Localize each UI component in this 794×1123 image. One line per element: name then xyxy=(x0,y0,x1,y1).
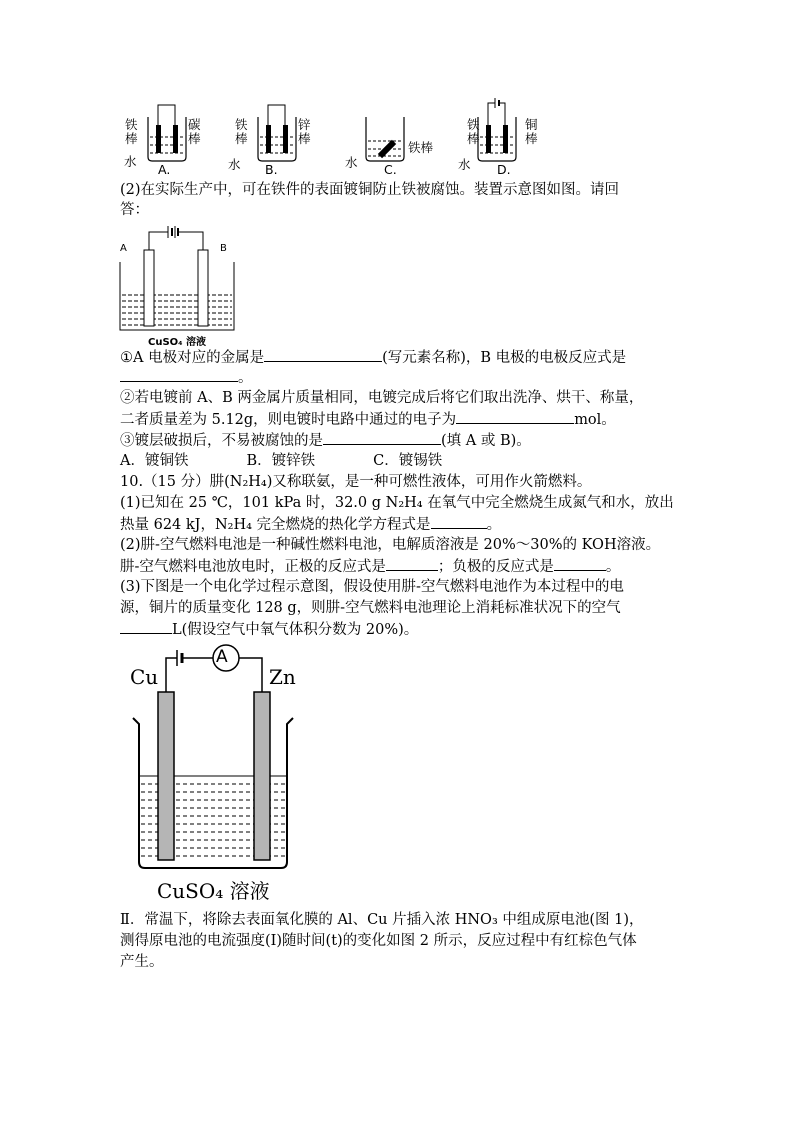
answer-blank[interactable] xyxy=(264,347,382,362)
option-d-right-label: 铜 棒 xyxy=(525,117,538,146)
option-b-right-label: 锌 棒 xyxy=(298,117,311,146)
answer-blank[interactable] xyxy=(120,367,238,382)
part2-line1: Ⅱ．常温下，将除去表面氧化膜的 Al、Cu 片插入浓 HNO₃ 中组成原电池(图 1)， xyxy=(120,912,644,928)
q2-sub2-text-b: mol。 xyxy=(574,412,616,428)
q10-p1-line1: (1)已知在 25 ℃，101 kPa 时，32.0 g N₂H₄ 在氧气中完全燃烧生成氮气和水，放出 xyxy=(120,495,674,511)
answer-blank[interactable] xyxy=(431,514,487,529)
option-d-letter: D. xyxy=(497,162,511,177)
q2-sub3-text-a: ③镀层破损后，不易被腐蚀的是 xyxy=(120,433,323,449)
q2-sub2-line1: ②若电镀前 A、B 两金属片质量相同，电镀完成后将它们取出洗净、烘干、称量， xyxy=(120,390,644,406)
option-d-diagram xyxy=(478,98,516,161)
answer-blank[interactable] xyxy=(554,556,606,571)
option-c-water-label: 水 xyxy=(345,155,358,170)
option-b[interactable]: B．镀锌铁 xyxy=(246,453,316,469)
q10-p2-line1: (2)肼-空气燃料电池是一种碱性燃料电池，电解质溶液是 20%～30%的 KOH溶液。 xyxy=(120,537,661,553)
q2-sub1-line2 xyxy=(120,367,253,388)
q2-sub2-text-a: 二者质量差为 5.12g，则电镀时电路中通过的电子为 xyxy=(120,412,457,428)
option-b-left-label: 铁 棒 xyxy=(235,117,248,146)
zn-electrode-label: Zn xyxy=(269,665,296,689)
option-c[interactable]: C．镀锡铁 xyxy=(373,453,443,469)
option-a-right-label: 碳 棒 xyxy=(188,117,201,146)
q2-sub3-text-b: (填 A 或 B)。 xyxy=(441,433,531,449)
option-b-diagram xyxy=(258,105,296,161)
option-b-water-label: 水 xyxy=(228,157,241,172)
cuso4-solution-label-2: CuSO₄ 溶液 xyxy=(157,879,270,903)
answer-blank[interactable] xyxy=(120,619,172,634)
option-d-left-label: 铁 棒 xyxy=(467,117,480,146)
q10-p2-text-c: 。 xyxy=(605,559,621,575)
option-d-water-label: 水 xyxy=(458,157,471,172)
cuso4-solution-label: CuSO₄ 溶液 xyxy=(148,337,207,348)
q10-p2-text-b: ；负极的反应式是 xyxy=(437,559,554,575)
cu-electrode-label: Cu xyxy=(130,665,159,689)
answer-blank[interactable] xyxy=(456,409,574,424)
q10-p2-line2 xyxy=(120,556,620,577)
answer-blank[interactable] xyxy=(386,556,438,571)
q10-p2-text-a: 肼-空气燃料电池放电时，正极的反应式是 xyxy=(120,559,386,575)
q10-p3-line2: 源，铜片的质量变化 128 g，则肼-空气燃料电池理论上消耗标准状况下的空气 xyxy=(120,600,621,616)
electrode-options-figure xyxy=(118,95,558,180)
answer-blank[interactable] xyxy=(323,430,441,445)
q10-p1-text-b: 。 xyxy=(486,517,502,533)
part2-line2: 测得原电池的电流强度(I)随时间(t)的变化如图 2 所示，反应过程中有红棕色气体 xyxy=(120,933,637,949)
electrode-b-label: B xyxy=(220,243,227,254)
q10-p1-line2 xyxy=(120,514,501,535)
q2-sub1-text-a: ①A 电极对应的金属是 xyxy=(120,350,265,366)
option-a[interactable]: A．镀铜铁 xyxy=(120,453,189,469)
q10-p3-text-b: L(假设空气中氧气体积分数为 20%)。 xyxy=(172,622,419,638)
electroplating-figure xyxy=(118,222,238,334)
q10-p3-line1: (3)下图是一个电化学过程示意图，假设使用肼-空气燃料电池作为本过程中的电 xyxy=(120,579,624,595)
q2-intro-line2: 答： xyxy=(120,202,149,218)
q10-title: 10.（15 分）肼(N₂H₄)又称联氨，是一种可燃性液体，可用作火箭燃料。 xyxy=(120,474,592,490)
option-c-letter: C. xyxy=(384,162,397,177)
option-a-letter: A. xyxy=(158,162,171,177)
option-a-left-label: 铁 棒 xyxy=(125,117,138,146)
q2-sub1-text-b: (写元素名称)，B 电极的电极反应式是 xyxy=(382,350,627,366)
q2-sub1 xyxy=(120,347,626,368)
option-a-water-label: 水 xyxy=(124,154,137,169)
option-c-diagram xyxy=(366,117,404,161)
option-c-right-label: 铁棒 xyxy=(408,140,434,155)
ammeter-label: A xyxy=(216,647,228,667)
q10-p3-line3 xyxy=(120,619,418,640)
q2-sub3 xyxy=(120,430,531,451)
q2-sub1-end: 。 xyxy=(238,370,253,386)
part2-line3: 产生。 xyxy=(120,954,164,970)
q2-sub2-line2 xyxy=(120,409,616,430)
option-a-diagram xyxy=(148,105,186,161)
q2-intro-line1: (2)在实际生产中，可在铁件的表面镀铜防止铁被腐蚀。装置示意图如图。请回 xyxy=(120,182,620,198)
option-b-letter: B. xyxy=(265,162,278,177)
q2-options xyxy=(120,451,442,471)
electrode-a-label: A xyxy=(120,243,127,254)
q10-p1-text-a: 热量 624 kJ，N₂H₄ 完全燃烧的热化学方程式是 xyxy=(120,517,431,533)
